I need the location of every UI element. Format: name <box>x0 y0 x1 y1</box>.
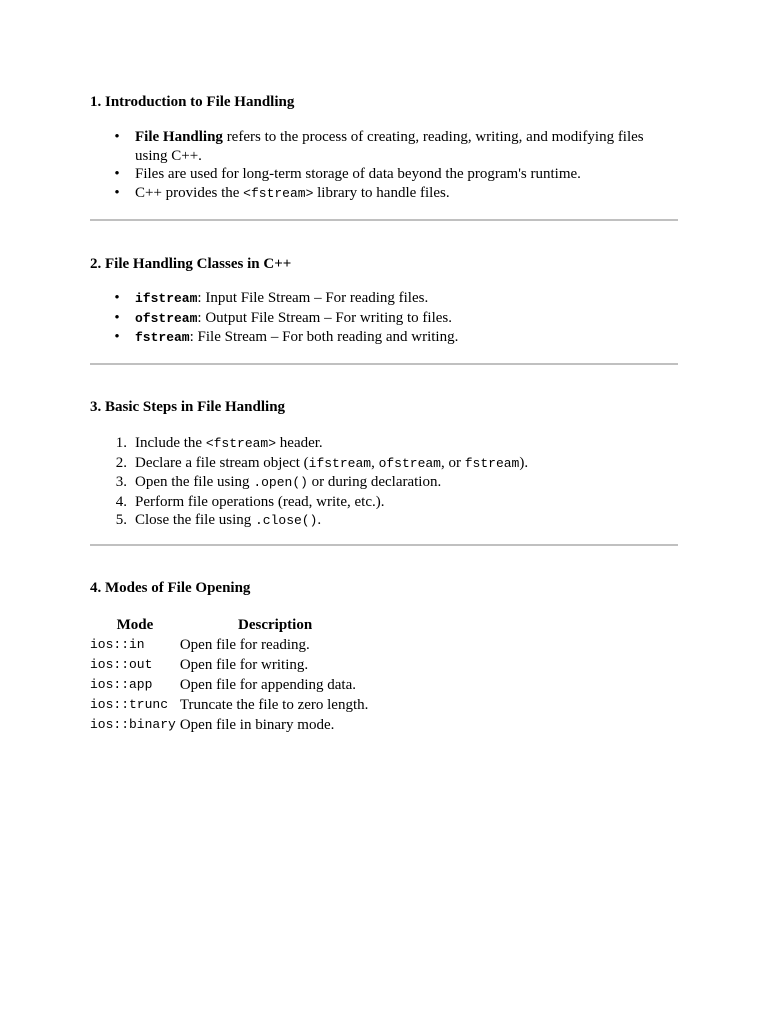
table-row <box>90 655 370 675</box>
list-item <box>90 328 678 348</box>
code-ifstream: ifstream <box>135 291 198 306</box>
list-item-text: ). <box>519 454 529 471</box>
description-cell: Truncate the file to zero length. <box>179 697 369 713</box>
table-header-row <box>90 615 370 635</box>
bullet-icon <box>111 128 123 147</box>
list-number: 4. <box>115 493 127 510</box>
divider <box>90 219 678 221</box>
description-cell: Open file for writing. <box>179 657 309 673</box>
list-item-text: C++ provides the <box>135 184 244 201</box>
code-close: .close() <box>255 513 318 528</box>
list-item <box>90 184 678 204</box>
list-item-text: Files are used for long-term storage of data beyond the program's runtime. <box>135 166 581 182</box>
modes-table <box>90 615 370 735</box>
list-item <box>90 454 678 474</box>
code-open: .open() <box>253 475 308 490</box>
column-header-description: Description <box>238 617 313 633</box>
bullet-icon <box>111 309 123 328</box>
divider <box>90 544 678 546</box>
list-item-text: , or <box>441 454 465 471</box>
code-fstream: fstream <box>464 455 520 471</box>
list-item-text: Declare a file stream object ( <box>135 454 309 471</box>
mode-cell: ios::app <box>90 677 153 692</box>
section-2-list <box>90 289 678 348</box>
description-cell: Open file in binary mode. <box>179 717 335 733</box>
list-number: 5. <box>115 512 127 528</box>
table-row <box>90 635 370 655</box>
list-item-text: Open the file using <box>135 474 254 490</box>
list-item-text: Close the file using <box>135 512 255 528</box>
column-header-mode: Mode <box>116 617 154 633</box>
section-1-heading: 1. Introduction to File Handling <box>90 94 295 110</box>
section-3-heading: 3. Basic Steps in File Handling <box>90 399 286 415</box>
code-fstream: fstream <box>135 330 190 345</box>
list-number: 3. <box>115 474 127 490</box>
section-1-list <box>90 128 678 203</box>
list-item-text: , <box>371 454 379 471</box>
list-item <box>90 511 678 531</box>
list-item <box>90 473 678 493</box>
list-item-text-continued: using C++. <box>135 147 202 164</box>
list-item-text: library to handle files. <box>313 184 450 201</box>
list-item <box>90 434 678 454</box>
list-number: 2. <box>115 454 127 471</box>
mode-cell: ios::in <box>90 637 145 652</box>
code-fstream: <fstream> <box>243 185 314 201</box>
table-row <box>90 675 370 695</box>
term-file-handling: File Handling <box>135 129 223 145</box>
code-fstream: <fstream> <box>205 436 277 451</box>
divider <box>90 363 678 365</box>
list-item-text: : Output File Stream – For writing to files. <box>197 309 452 326</box>
list-item-text: Perform file operations (read, write, etc.). <box>135 493 385 510</box>
list-item-text: Include the <box>135 435 206 451</box>
list-item-text: refers to the process of creating, reading, writing, and modifying files <box>222 129 644 145</box>
description-cell: Open file for reading. <box>179 637 310 653</box>
code-ofstream: ofstream <box>135 310 198 326</box>
bullet-icon <box>111 184 123 203</box>
section-3-list <box>90 434 678 531</box>
bullet-icon <box>111 289 123 308</box>
list-item <box>90 165 678 184</box>
section-2-heading: 2. File Handling Classes in C++ <box>90 256 292 272</box>
code-ofstream: ofstream <box>378 455 441 471</box>
list-item-text: . <box>317 512 322 528</box>
bullet-icon <box>111 328 123 347</box>
code-ifstream: ifstream <box>308 455 372 471</box>
list-item-text: or during declaration. <box>307 474 442 490</box>
list-item <box>90 309 678 329</box>
list-item <box>90 289 678 309</box>
list-item-text: : Input File Stream – For reading files. <box>197 290 429 306</box>
list-item <box>90 493 678 512</box>
bullet-icon <box>111 165 123 184</box>
table-row <box>90 695 370 715</box>
table-row <box>90 715 370 735</box>
mode-cell: ios::out <box>90 657 153 672</box>
list-item-text: : File Stream – For both reading and writing. <box>189 329 459 345</box>
list-item <box>90 128 678 165</box>
list-item-text: header. <box>276 435 323 451</box>
description-cell: Open file for appending data. <box>179 677 357 693</box>
mode-cell: ios::binary <box>90 717 176 732</box>
section-4-heading: 4. Modes of File Opening <box>90 580 251 596</box>
list-number: 1. <box>115 435 127 451</box>
mode-cell: ios::trunc <box>90 697 169 712</box>
